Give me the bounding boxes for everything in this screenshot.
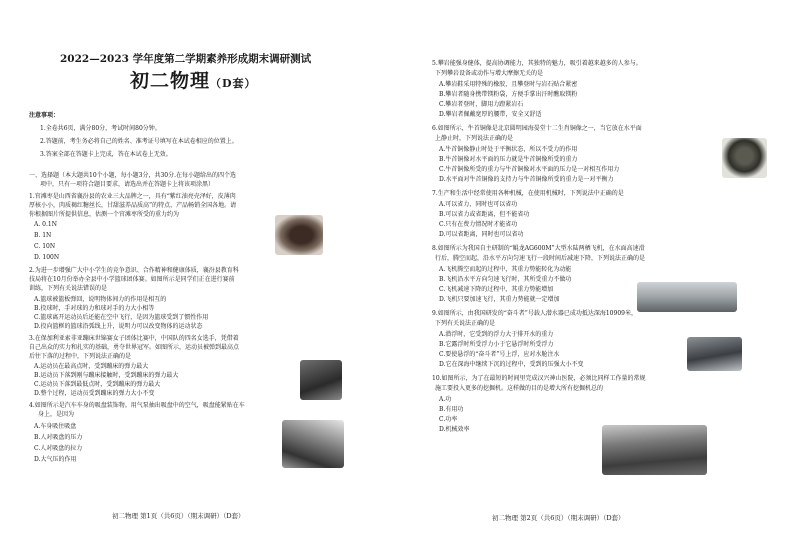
exam-title: 2022—2023 学年度第二学期素养形成期末调研测试 — [60, 53, 312, 65]
option-line: B.攀岩者随身携带镁粉袋，方便手掌出汗时醮取镁粉 — [439, 91, 578, 98]
question-line: 厚核小小，肉质褐红糖丝长，甘甜滋养品质高”的特点，产品畅销全国各地。请 — [29, 202, 237, 209]
option-line: D.大气压的作用 — [34, 456, 77, 463]
suction-cup-photo — [282, 420, 344, 468]
option-line: B.可以省力或省距离，但不能省功 — [439, 211, 530, 218]
option-line: D. 100N — [34, 254, 60, 261]
question-line: 10.如图所示，为了在最短的时间里完成汉兴神山医院，必须比同样工作量的常规 — [432, 375, 646, 382]
question-line: 3.在保加利亚索非亚蹦床世锦赛女子团体比赛中，中国队的四名女选手，凭借着 — [29, 335, 239, 342]
option-line: A.运动员在最高点时，受到蹦床的弹力最大 — [34, 363, 149, 370]
option-line: C.攀岩者登时，脚用力蹬紧岩石 — [439, 101, 524, 108]
question-line: 你根据图片所提供信息，估测一个官滩枣所受的重力约为 — [29, 211, 180, 218]
option-line: B.飞机沿水平方向匀速飞行时，其所受重力不做功 — [439, 276, 572, 283]
bronze-ox-head-photo — [722, 138, 767, 178]
question-line: 1.官滩枣是山西省襄汾县的农业三大品牌之一，具有“紫红油亮壳泽好，皮薄肉 — [29, 193, 236, 200]
question-line: 4.如图所示是汽车车身的吸盘装饰物。用气泵抽出吸盘中的空气，吸盘能紧贴在车 — [29, 402, 245, 409]
question-line: 后往下落的过程中，下列说法正确的是 — [29, 353, 132, 360]
question-line: 下列攀岩设备或动作与增大摩擦无关的是 — [435, 70, 544, 77]
notes-title: 注意事项： — [29, 112, 60, 119]
option-line: B.投球时，手对球的力和球对手的力大小相等 — [34, 305, 155, 312]
option-line: C.飞机减速下降的过程中，其重力势能增加 — [439, 286, 554, 293]
option-line: C.人对吸盘的拉力 — [34, 445, 83, 452]
question-line: 上静止时，下列说法正确的是 — [435, 135, 514, 142]
set-label: （D套） — [210, 77, 257, 90]
option-line: A.篮球被篮板弹回，说明物体间力的作用是相互的 — [34, 296, 167, 303]
option-line: D.可以省距离，同时也可以省功 — [439, 231, 524, 238]
question-line: 2.为进一步增强广大中小学生的竞争意识、合作精神和健康体质，襄汾县教育科 — [29, 267, 239, 274]
option-line: C. 10N — [34, 243, 56, 250]
exam-page-2 — [397, 0, 794, 550]
question-line: 6.如图所示，牛首铜像是北京圆明园海晏堂十二生肖铜像之一，当它放在水平面 — [432, 125, 642, 132]
page-footer: 初二物理 第1页（共6页）（期末调研）（D套） — [112, 512, 245, 520]
option-line: A.车身吸住吸盘 — [34, 423, 77, 430]
question-line: 自己出众的实力和扎实的基础，勇夺世界冠军。如图所示，运动员被弹到最高点 — [29, 344, 240, 351]
seaplane-photo — [637, 282, 737, 312]
option-line: D.投向篮框的篮球沿弧线上升，说明力可以改变物体的运动状态 — [34, 323, 203, 330]
note-line: 2.答题前，考生务必将自己的姓名、准考证号填写在本试卷相应的位置上。 — [40, 138, 238, 145]
question-line: 9.如图所示，由我国研发的“奋斗者”号载人潜水器已成功抵达深海10909米， — [432, 310, 637, 317]
option-line: C.篮球离开运动员后还能在空中飞行，是因为篮球受到了惯性作用 — [34, 314, 209, 321]
section-heading-cont: 项中，只有一项符合题目要求，请选出并在答题卡上将该项涂黑） — [40, 181, 215, 188]
submersible-photo — [687, 337, 742, 371]
option-line: D.飞机只要加速飞行，其重力势能就一定增加 — [439, 296, 560, 303]
option-line: A.牛首铜像静止时处于平衡状态，所以不受力的作用 — [439, 146, 578, 153]
page-footer: 初二物理 第2页（共6页）（期末调研）（D套） — [492, 514, 625, 522]
option-line: B.运动员下落到刚与蹦床接触时，受到蹦床的弹力最大 — [34, 372, 179, 379]
note-line: 3.答案全部在答题卡上完成，答在本试卷上无效。 — [40, 151, 172, 158]
note-line: 1.全卷共6页，满分80分，考试时间80分钟。 — [40, 125, 161, 132]
option-line: A.飞机腾空而起的过程中，其重力势能转化为动能 — [439, 266, 572, 273]
subject-name: 初二物理 — [130, 70, 211, 92]
option-line: D.整个过程，运动员受到蹦床的弹力大小不变 — [34, 390, 155, 397]
option-line: C.运动员下落到最低点时，受到蹦床的弹力最大 — [34, 381, 161, 388]
option-line: B.它露浮时所受浮力小于它悬浮时所受浮力 — [439, 341, 554, 348]
option-line: D.机械效率 — [439, 426, 470, 433]
option-line: C.功率 — [439, 416, 458, 423]
option-line: A.功 — [439, 396, 452, 403]
option-line: C.牛首铜像所受的重力与牛首铜像对水平面的压力是一对相互作用力 — [439, 166, 620, 173]
question-line: 下列有关说法正确的是 — [435, 320, 496, 327]
option-line: B. 1N — [34, 232, 52, 239]
option-line: D.它在深海中继续下沉的过程中，受到的压强大小不变 — [439, 361, 584, 368]
question-line: 行后，腾空而起，沿水平方向匀速飞行一段时间后减速下降，下列说法正确的是 — [435, 255, 646, 262]
question-line: 技局将在10月份举办全县中小学篮球团体赛。如图所示是同学们正在进行赛前 — [29, 276, 235, 283]
question-line: 施工要投入更多的挖掘机。这样做的目的是增大所有挖掘机总的 — [435, 385, 604, 392]
option-line: A.可以省力，同时也可以省功 — [439, 201, 518, 208]
section-heading: 一、选择题（本大题共10个小题，每小题3分，共30分.在每小题给出的四个选 — [29, 172, 236, 179]
question-line: 身上，是因为 — [38, 411, 75, 418]
option-line: A. 0.1N — [34, 221, 57, 228]
question-line: 训练，下列有关说法错误的是 — [29, 285, 108, 292]
subject-title — [130, 70, 257, 92]
option-line: B.牛首铜像对水平面的压力就是牛首铜像所受的重力 — [439, 156, 578, 163]
jujube-photo — [275, 215, 323, 255]
option-line: B.有用功 — [439, 406, 464, 413]
trampoline-photo — [300, 360, 342, 400]
question-line: 7.生产和生活中经常使用各种机械，在使用机械时，下列说法中正确的是 — [432, 190, 624, 197]
question-line: 5.攀岩能强身健体，提高协调能力，其独特的魅力，吸引着越来越多的人参与。 — [432, 60, 642, 67]
option-line: A.攀岩鞋采用特殊的橡胶，且攀登时与岩石贴合紧密 — [439, 81, 578, 88]
option-line: A.潜浮时，它受到的浮力大于排开水的重力 — [439, 331, 554, 338]
question-line: 8.如图所示为我国自主研制的“鲲龙AG600M”大型水陆两栖飞机，在水面高速滑 — [432, 245, 645, 252]
option-line: C.只有在费力情况时才能省功 — [439, 221, 518, 228]
option-line: D.攀岩者佩戴宽厚的腰带，安全又舒适 — [439, 111, 542, 118]
option-line: C.要使悬浮的“奋斗者”号上浮，应对水舱注水 — [439, 351, 560, 358]
option-line: D.水平面对牛首铜像的支持力与牛首铜像所受的重力是一对平衡力 — [439, 176, 614, 183]
option-line: B.人对吸盘的压力 — [34, 434, 83, 441]
excavator-photo — [602, 425, 707, 475]
